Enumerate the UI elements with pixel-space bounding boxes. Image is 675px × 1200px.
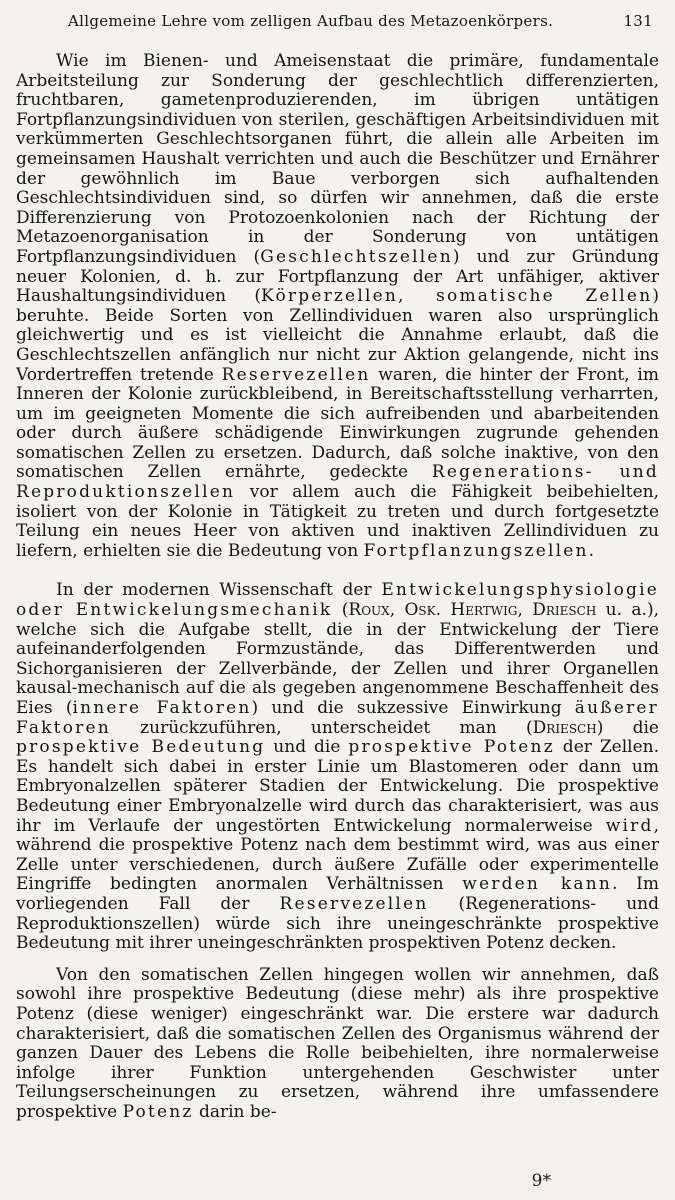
text-run: u. a.), welche sich die Aufgabe stellt, die in der Entwickelung der Tiere aufeinanderfolgenden Formzustände, das Differentwerden und Sichorganisieren der Zellverbände, der Zellen und ihrer Organellen kausal-mechanisch auf die als gegeben angenommene Beschaffenheit des Eies ( <box>16 600 659 718</box>
text-run: und die <box>265 737 349 758</box>
author-names: Roux, Osk. Hertwig, Driesch <box>348 600 597 621</box>
spaced-term: Regenerations- und Reproduktionszellen <box>16 462 659 503</box>
paragraph-3 <box>16 966 659 1123</box>
text-run: , während die prospektive Potenz nach dem bestimmt wird, was aus einer Zelle unter verschiedenen, durch äußere Zufälle oder experimentelle Eingriffe bedingten anormalen Verhältnissen <box>16 815 659 895</box>
text-run: Von den somatischen Zellen hingegen wollen wir annehmen, daß sowohl ihre prospektive Bedeutung (diese mehr) als ihre prospektive Potenz (diese weniger) eingeschränkt war. Die erstere war dadurch charakterisiert, daß die somatischen Zellen des Organismus während der ganzen Dauer des Lebens die Rolle beibehielten, ihre normalerweise infolge ihrer Funktion untergehenden Geschwister unter Teilungserscheinungen zu ersetzen, während ihre umfassendere prospektive <box>16 964 659 1122</box>
signature-mark: 9* <box>531 1171 551 1191</box>
spaced-term: Körperzellen, somatische Zellen <box>261 286 653 307</box>
text-run: zurückzuführen, unterscheidet man ( <box>110 717 533 738</box>
spaced-term: wird <box>605 815 654 836</box>
spaced-term: prospektive Potenz <box>348 737 555 758</box>
running-header <box>16 12 659 40</box>
text-run: ) die <box>596 717 659 738</box>
text-run: . <box>588 540 595 561</box>
spaced-term: prospektive Bedeutung <box>16 737 266 758</box>
text-run: In der modernen Wissenschaft der <box>56 580 382 601</box>
paragraph-2 <box>16 581 659 953</box>
spaced-term: Reservezellen <box>221 364 371 385</box>
spaced-term: Potenz <box>122 1101 194 1122</box>
running-title: Allgemeine Lehre vom zelligen Aufbau des Metazoenkörpers. <box>68 12 554 30</box>
spaced-term: werden kann <box>462 874 613 895</box>
text-run: Wie im Bienen- und Ameisenstaat die primäre, fundamentale Arbeitsteilung zur Sonderung der geschlechtlich differenzierten, fruchtbaren, gametenproduzierenden, im übrigen untätigen Fortpflanzungsindividuen von sterilen, geschäftigen Arbeitsindividuen mit verkümmerten Geschlechtsorganen führt, die allein alle Arbeiten im gemeinsamen Haushalt verrichten und auch die Beschützer und Ernährer der gewöhnlich im Baue verborgen sich aufhaltenden Geschlechtsindividuen sind, so dürfen wir annehmen, daß die erste Differenzierung von Protozoenkolonien nach der Richtung der Metazoenorganisation in der Sonderung von untätigen Fortpflanzungsindividuen ( <box>16 51 659 267</box>
text-run: vor allem auch die Fähigkeit beibehielten, isoliert von der Kolonie in Tätigkeit zu treten und durch fortgesetzte Teilung ein neues Heer von aktiven und inaktiven Zellindividuen zu liefern, erhielten sie die Bedeutung von <box>16 482 659 561</box>
text-run: ) und die sukzessive Einwirkung <box>251 698 575 718</box>
text-run: . Im vorliegenden Fall der <box>16 874 659 914</box>
text-run: (Regenerations- und Reproduktionszellen) würde sich ihre uneingeschränkte prospektive Bedeutung mit ihrer uneingeschränkten prospektiven Potenz decken. <box>16 893 659 954</box>
page-number: 131 <box>623 12 653 30</box>
text-run: ) beruhte. Beide Sorten von Zellindividuen waren also ursprünglich gleichwertig und es ist vielleicht die Annahme erlaubt, daß die Geschlechtszellen anfänglich nur nicht zur Aktion gelangende, nicht ins Vordertreffen tretende <box>16 286 659 385</box>
author-names: Driesch <box>532 717 597 738</box>
text-run: darin be- <box>193 1101 277 1122</box>
spaced-term: innere Faktoren <box>72 698 252 718</box>
text-run: der Zellen. Es handelt sich dabei in erster Linie um Blastomeren oder dann um Embryonalzellen späterer Stadien der Entwickelung. Die prospektive Bedeutung einer Embryonalzelle wird durch das charakterisiert, was aus ihr im Verlaufe der ungestörten Entwickelung normalerweise <box>16 737 659 836</box>
spaced-term: Geschlechtszellen <box>260 246 453 267</box>
paragraph-1 <box>16 52 659 561</box>
text-run: ( <box>332 600 349 621</box>
spaced-term: Entwickelungsphysiologie oder Entwickelungsmechanik <box>16 580 659 621</box>
spaced-term: äußerer Faktoren <box>16 698 659 738</box>
text-run: waren, die hinter der Front, im Inneren der Kolonie zurückbleibend, in Bereitschaftsstellung verharrten, um im geeigneten Momente die sich aufreibenden und abarbeitenden oder durch äußere schädigende Einwirkungen zugrunde gehenden somatischen Zellen zu ersetzen. Dadurch, daß solche inaktive, von den somatischen Zellen ernährte, gedeckte <box>16 364 659 483</box>
spaced-term: Reservezellen <box>279 893 429 914</box>
text-run: ) und zur Gründung neuer Kolonien, d. h. zur Fortpflanzung der Art unfähiger, aktiver Haushaltungsindividuen ( <box>16 246 659 307</box>
spaced-term: Fortpflanzungszellen <box>363 540 589 561</box>
